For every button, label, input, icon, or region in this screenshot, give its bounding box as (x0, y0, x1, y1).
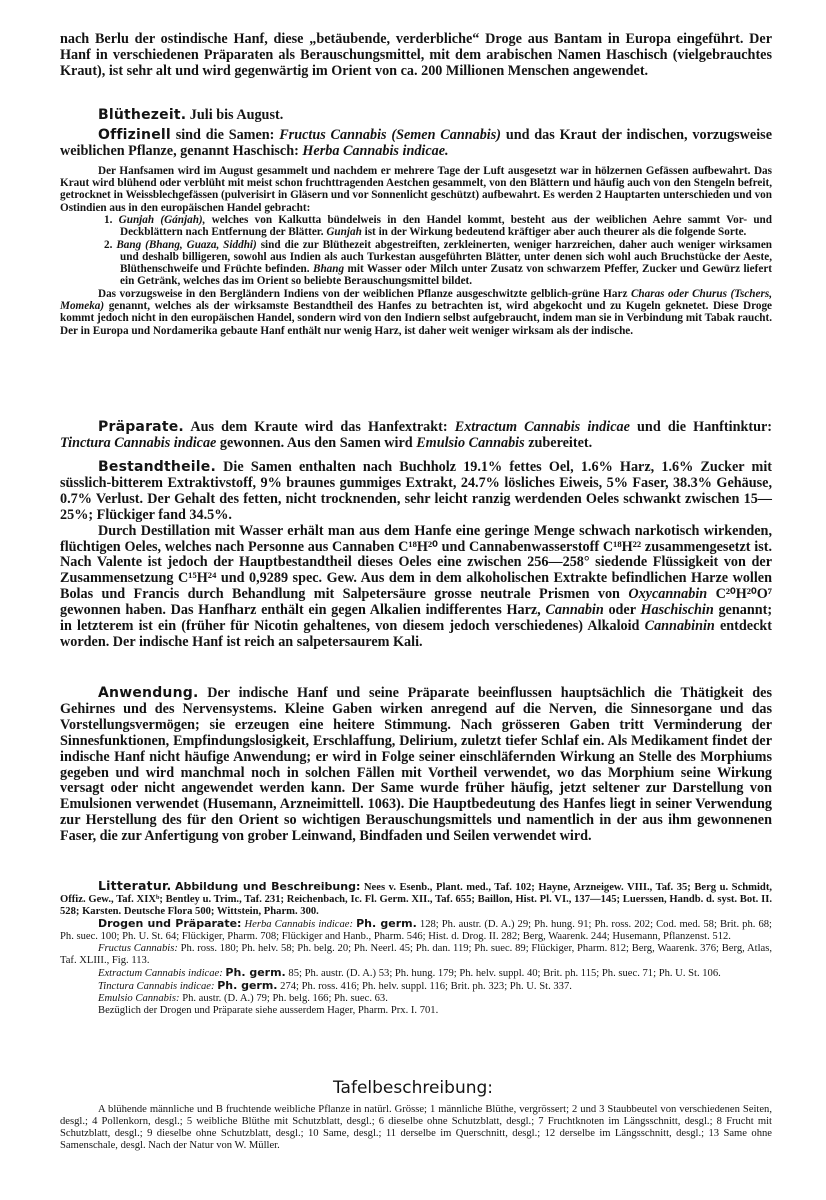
litteratur-fructus (60, 943, 772, 967)
bestandtheile-paragraph-2 (60, 524, 772, 651)
oxycannabin: Oxycannabin (628, 586, 708, 603)
praeparate-text-4: zubereitet. (528, 434, 593, 451)
offizinell-section (60, 128, 772, 337)
gunjah-text: welches von Kalkutta bündelweis in den Handel kommt, besteht aus der weiblichen Aehre sammt Vor- und Deckblättern nach Entfernung der Blätter. (120, 214, 772, 239)
praeparate-text-1: Aus dem Kraute wird das Hanfextrakt: (190, 419, 448, 435)
item-number-1: 1. (104, 214, 113, 226)
bang-text-2: mit Wasser oder Milch unter Zusatz von schwarzem Pfeffer, Zucker und Gewürz liefert ein Getränk, welches das im Orient so beliebte Berauschungsmittel bildet. (120, 263, 773, 288)
tafel-title: Tafelbeschreibung: (332, 1078, 494, 1098)
gunjah-name-2: Gunjah (326, 226, 362, 239)
praeparate-text-2: und die Hanftinktur: (637, 419, 772, 435)
charas-text-2: genannt, welches als der wirksamste Bestandtheil des Hanfes zu betrachten ist, wird abgekocht und zu Kugeln geknetet. Diese Droge kommt jedoch nicht in den europäischen Handel, sondern wird von den Indiern selbst aufgebraucht, indem man sie in Verbindung mit Tabak raucht. Der in Europa und Nordamerika gebaute Hanf enthält nur wenig Harz, ist daher weit weniger wirksam als der indische. (60, 300, 773, 337)
gunjah-name: Gunjah (Gánjah), (118, 214, 206, 226)
litteratur-emulsio (60, 993, 772, 1005)
bestandtheile-paragraph-1: Die Samen enthalten nach Buchholz 19.1% fettes Oel, 1.6% Harz, 1.6% Zucker mit süsslich-bitterem Extraktivstoff, 9% braunes gummiges Extrakt, 24.7% lösliches Eiweis, 5% Faser, 38.3% Gehäuse, 0.7% Verlust. Der Gehalt des fetten, nicht trocknenden, sehr leicht ranzig werdenden Oeles schwankt zwischen 15—25%; Flückiger fand 34.5%. (60, 459, 772, 523)
offizinell-latin-2: Herba Cannabis indicae. (302, 142, 449, 159)
ph-germ-3: Ph. germ. (217, 979, 278, 992)
ph-germ-1: Ph. germ. (356, 917, 417, 930)
offizinell-latin-1: Fructus Cannabis (Semen Cannabis) (279, 127, 501, 143)
gunjah-text-2: ist in der Wirkung bedeutend kräftiger aber auch theurer als die folgende Sorte. (364, 226, 747, 239)
emulsio-label: Emulsio Cannabis: (98, 993, 180, 1004)
bang-name: Bang (Bhang, Guaza, Siddhi) (116, 238, 257, 251)
cannabin: Cannabin (545, 602, 604, 619)
extractum-label: Extractum Cannabis indicae: (98, 968, 223, 979)
offizinell-text-2: und das Kraut der indischen, vorzugsweise weiblichen Pflanze, genannt Haschisch: (60, 127, 772, 159)
litteratur-extractum (60, 967, 772, 980)
offizinell-heading: Offizinell (98, 127, 171, 143)
praeparate-latin-1: Extractum Cannabis indicae (454, 419, 630, 435)
bestandtheile-text-d: genannt; in letzterem ist ein (früher für Nicotin gehaltenes, von diesem jedoch verschiedenes) Alkaloid (60, 602, 773, 635)
litteratur-text-5: 274; Ph. ross. 416; Ph. helv. suppl. 116; Brit. ph. 323; Ph. U. St. 337. (280, 981, 572, 992)
fructus-label: Fructus Cannabis: (98, 943, 178, 954)
offizinell-small-1: Der Hanfsamen wird im August gesammelt und nachdem er mehrere Tage der Luft ausgesetzt war in hölzernen Gefässen aufbewahrt. Das Kraut wird blühend oder verblüht mit meist schon fruchttragenden Aestchen gesammelt, von den Blättern und häufig auch von den Stengeln befreit, getrocknet in Weissblechgefässen (pulverisirt in Gläsern und vor Sonnenlicht geschützt) aufbewahrt. Es werden 2 Hauptarten unterschieden und von Ostindien aus in den europäischen Handel gebracht: (60, 164, 772, 214)
bestandtheile-text-e: entdeckt worden. Der indische Hanf ist reich an salpetersaurem Kali. (60, 618, 772, 650)
bluethezeit-text: Juli bis August. (189, 107, 284, 123)
herba-label: Herba Cannabis indicae: (244, 919, 354, 930)
item-number-2: 2. (104, 238, 113, 251)
charas-paragraph (60, 288, 772, 337)
litteratur-drogen (60, 918, 772, 943)
cannabinin: Cannabinin (644, 618, 715, 635)
charas-text-1: Das vorzugsweise in den Bergländern Indiens von der weiblichen Pflanze ausgeschwitzte gelblich-grüne Harz (98, 287, 628, 300)
litteratur-text-3: Ph. ross. 180; Ph. helv. 58; Ph. belg. 20; Ph. Neerl. 45; Ph. dan. 119; Ph. suec. 89; Flückiger, Pharm. 812; Berg, Waarenk. 376; Berg, Atlas, Taf. XLIII., Fig. 113. (60, 943, 772, 966)
bluethezeit-section (60, 108, 772, 124)
litteratur-heading: Litteratur. (98, 878, 172, 893)
intro-paragraph: nach Berlu der ostindische Hanf, diese „betäubende, verderbliche“ Droge aus Bantam in Europa eingeführt. Der Hanf in verschiedenen Präparaten als Berauschungsmittel, mit dem arabischen Namen Haschisch (vielgebrauchtes Kraut), ist sehr alt und wird gegenwärtig im Orient von ca. 200 Millionen Menschen angewendet. (60, 31, 772, 79)
bestandtheile-heading: Bestandtheile. (98, 459, 216, 475)
ph-germ-2: Ph. germ. (225, 966, 286, 979)
tafel-section (60, 1104, 772, 1152)
bang-item (60, 239, 772, 288)
bang-text: sind die zur Blüthezeit abgestreiften, zerkleinerten, weniger harzreichen, daher auch weniger wirksamen und deshalb billigeren, sowohl aus Indien als auch Turkestan ausgeführten Blätter, unter denen sich wohl auch Bruchstücke der Aeste, Blüthenschweife und Früchte befinden. (120, 238, 773, 276)
praeparate-text-3: gewonnen. Aus den Samen wird (219, 434, 413, 451)
litteratur-hager: Bezüglich der Drogen und Präparate siehe ausserdem Hager, Pharm. Prx. I. 701. (98, 1005, 439, 1016)
praeparate-section (60, 420, 772, 452)
litteratur-abbildung (60, 880, 772, 918)
intro-section (60, 32, 772, 80)
offizinell-text-1: sind die Samen: (175, 127, 275, 143)
gunjah-item (60, 214, 772, 239)
charas-name: Charas oder Churus (Tschers, Momeka) (60, 287, 773, 313)
bluethezeit-heading: Blüthezeit. (98, 107, 187, 123)
offizinell-paragraph (60, 128, 772, 160)
bestandtheile-text-a: Durch Destillation mit Wasser erhält man aus dem Hanfe eine geringe Menge schwach narkotisch wirkenden, flüchtigen Oeles, welches nach Personne aus Cannaben C¹⁸H²⁰ und Cannabenwasserstoff C¹⁸H²² zusammengesetzt ist. Nach Valente ist jedoch der Hauptbestandtheil dieses Oeles eine zwischen 256—258° siedende Flüssigkeit von der Zusammensetzung C¹⁵H²⁴ und 0,9289 spec. Gew. Aus dem in dem alkoholischen Extrakte befindlichen Harze wollen Bolas und Francis durch Behandlung mit Salpetersäure grosse neutrale Prismen von (60, 522, 772, 603)
anwendung-heading: Anwendung. (98, 685, 199, 701)
anwendung-section (60, 686, 772, 845)
haschischin: Haschischin (640, 602, 714, 619)
litteratur-section (60, 880, 772, 1017)
praeparate-heading: Präparate. (98, 419, 184, 435)
tafel-text: A blühende männliche und B fruchtende weibliche Pflanze in natürl. Grösse; 1 männliche Blüthe, vergrössert; 2 und 3 Staubbeutel von verschiedenen Seiten, desgl.; 4 Pollenkorn, desgl.; 5 weibliche Blüthe mit Schutzblatt, desgl.; 6 dieselbe ohne Schutzblatt, desgl.; 7 Fruchtknoten im Längsschnitt, desgl.; 8 Frucht mit Schutzblatt, desgl.; 9 dieselbe ohne Schutzblatt, desgl.; 10 Same, desgl.; 11 derselbe im Querschnitt, desgl.; 12 derselbe im Längsschnitt, desgl.; 13 Same ohne Samenschale, desgl. Nach der Natur von W. Müller. (60, 1104, 772, 1151)
anwendung-text: Der indische Hanf und seine Präparate beeinflussen hauptsächlich die Thätigkeit des Gehirnes und des Nervensystems. Kleine Gaben wirken anregend auf die Nerven, die Sinnesorgane und das Vorstellungsvermögen; sie erzeugen eine heitere Stimmung. Nach grösseren Gaben tritt Verminderung der Sinnesfunktionen, Empfindungslosigkeit, Erschlaffung, Delirium, zuletzt tiefer Schlaf ein. Als Medikament findet der indische Hanf nicht häufige Anwendung; er wird in Folge seiner einschläfernden Wirkung an Stelle des Morphiums gegeben und wird manchmal noch in solchen Fällen mit Vortheil verwendet, wo das Morphium seine Wirkung versagt oder nicht angewendet werden kann. Der Same wurde früher häufig, jetzt seltener zur Darstellung von Emulsionen verwendet (Husemann, Arzneimittell. 1063). Die Hauptbedeutung des Hanfes liegt in seiner Verwendung zur Herstellung des für den Orient so wichtigen Berauschungsmittels und namentlich in der aus ihm gewonnenen Faser, die zur Anfertigung von grober Leinwand, Bindfaden und Seilen verwendet wird. (60, 685, 773, 845)
praeparate-latin-2: Tinctura Cannabis indicae (60, 434, 217, 451)
litteratur-tinctura (60, 980, 772, 993)
praeparate-latin-3: Emulsio Cannabis (416, 434, 525, 451)
litteratur-subheading-1: Abbildung und Beschreibung: (175, 880, 361, 893)
bestandtheile-text-b: C²⁰H²⁰O⁷ gewonnen haben. Das Hanfharz enthält ein gegen Alkalien indifferentes Harz, (60, 586, 773, 619)
litteratur-text-6: Ph. austr. (D. A.) 79; Ph. belg. 166; Ph. suec. 63. (182, 993, 388, 1004)
litteratur-subheading-2: Drogen und Präparate: (98, 917, 242, 930)
litteratur-text-4: 85; Ph. austr. (D. A.) 53; Ph. hung. 179; Ph. helv. suppl. 40; Brit. ph. 115; Ph. suec. 71; Ph. U. St. 106. (288, 968, 721, 979)
litteratur-text-2: 128; Ph. austr. (D. A.) 29; Ph. hung. 91; Ph. ross. 202; Cod. med. 58; Brit. ph. 68; Ph. suec. 100; Ph. U. St. 64; Flückiger, Pharm. 708; Flückiger and Hanb., Pharm. 546; Hist. d. Drog. II. 282; Berg, Waarenk. 244; Husemann, Pflanzenst. 512. (60, 919, 772, 942)
bestandtheile-section (60, 460, 772, 651)
litteratur-text-1: Nees v. Esenb., Plant. med., Taf. 102; Hayne, Arzneigew. VIII., Taf. 35; Berg u. Schmidt, Offiz. Gew., Taf. XIXᵇ; Bentley u. Trim., Taf. 231; Reichenbach, Ic. Fl. Germ. XII., Taf. 655; Baillon, Hist. Pl. VI., 137—145; Luerssen, Handb. d. syst. Bot. II. 528; Karsten. Deutsche Flora 500; Wittstein, Pharm. 300. (60, 882, 773, 917)
bang-name-2: Bhang (313, 263, 345, 276)
tinctura-label: Tinctura Cannabis indicae: (98, 981, 215, 992)
bestandtheile-text-c: oder (608, 602, 636, 619)
